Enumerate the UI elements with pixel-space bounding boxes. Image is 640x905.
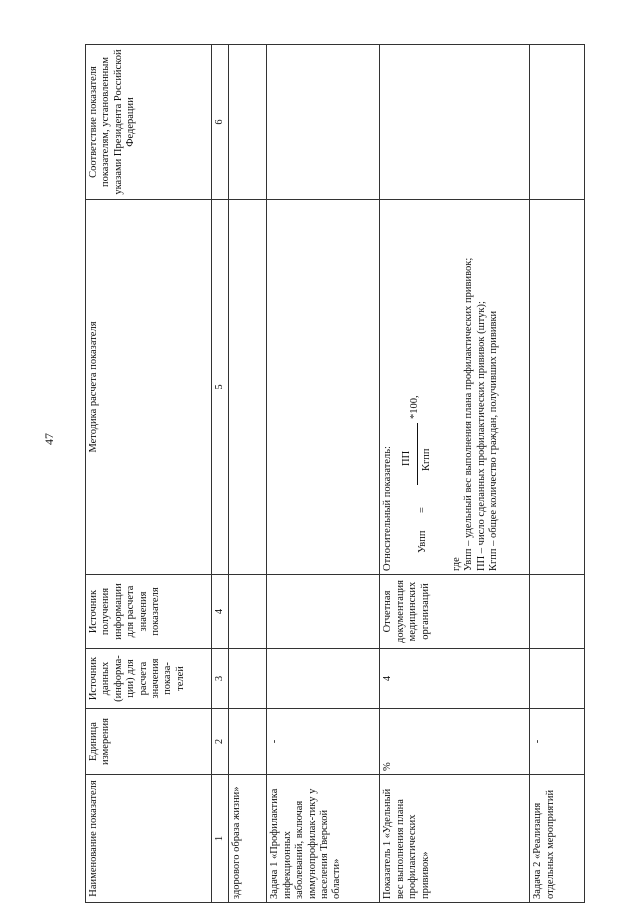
row-name: Задача 1 «Профилактика инфекционных заболеваний, включая иммунопрофилак-тику у населения Тверской области» [267,775,380,903]
table-row [530,45,585,903]
column-number: 6 [212,45,229,200]
header-unit: Единица измерения [86,709,212,775]
header-source-data: Источник данных (информа-ции) для расчета значения показа-телей [86,649,212,709]
row-name: Показатель 1 «Удельный вес выполнения плана профилактических прививок» [380,775,530,903]
header-method: Методика расчета показателя [86,200,212,575]
fraction-bar [417,423,418,485]
header-source-info: Источник получения информации для расчета значения показателя [86,575,212,649]
header-compliance: Соответствие показателя показателям, установленным указами Президента Российской Федерации [86,45,212,200]
row-unit: - [530,709,585,775]
row-source-info: Отчетная документация медицинских организаций [380,575,530,649]
method-definition: Кгпп – общее количество граждан, получивших прививки [487,310,499,571]
table-row [229,45,267,903]
header-row [86,45,212,903]
header-name: Наименование показателя [86,775,212,903]
row-method [380,200,530,575]
method-definition: ПП – число сделанных профилактических прививок (штук); [475,301,487,571]
column-number: 1 [212,775,229,903]
column-number-row [212,45,229,903]
method-intro: Относительный показатель: [382,446,394,571]
page-number: 47 [42,433,56,445]
column-number: 4 [212,575,229,649]
method-definition: Увпп – удельный вес выполнения плана профилактических прививок; [463,257,475,571]
table-row [267,45,380,903]
row-unit: % [380,709,530,775]
indicator-table [85,44,585,903]
formula-denominator: Кгпп [420,448,432,471]
column-number: 5 [212,200,229,575]
table-row [380,45,530,903]
method-formula [399,203,447,571]
formula-multiplier: *100, [408,395,420,419]
column-number: 2 [212,709,229,775]
row-unit: - [267,709,380,775]
formula-lhs: Увпп [416,530,428,553]
indicator-table-wrapper [85,45,585,903]
formula-equals: = [416,507,428,513]
row-name: Задача 2 «Реализация отдельных мероприятий [530,775,585,903]
method-where: где [450,557,462,571]
formula-numerator: ПП [400,450,412,466]
column-number: 3 [212,649,229,709]
row-name: здорового образа жизни» [229,775,267,903]
row-source-data: 4 [380,649,530,709]
